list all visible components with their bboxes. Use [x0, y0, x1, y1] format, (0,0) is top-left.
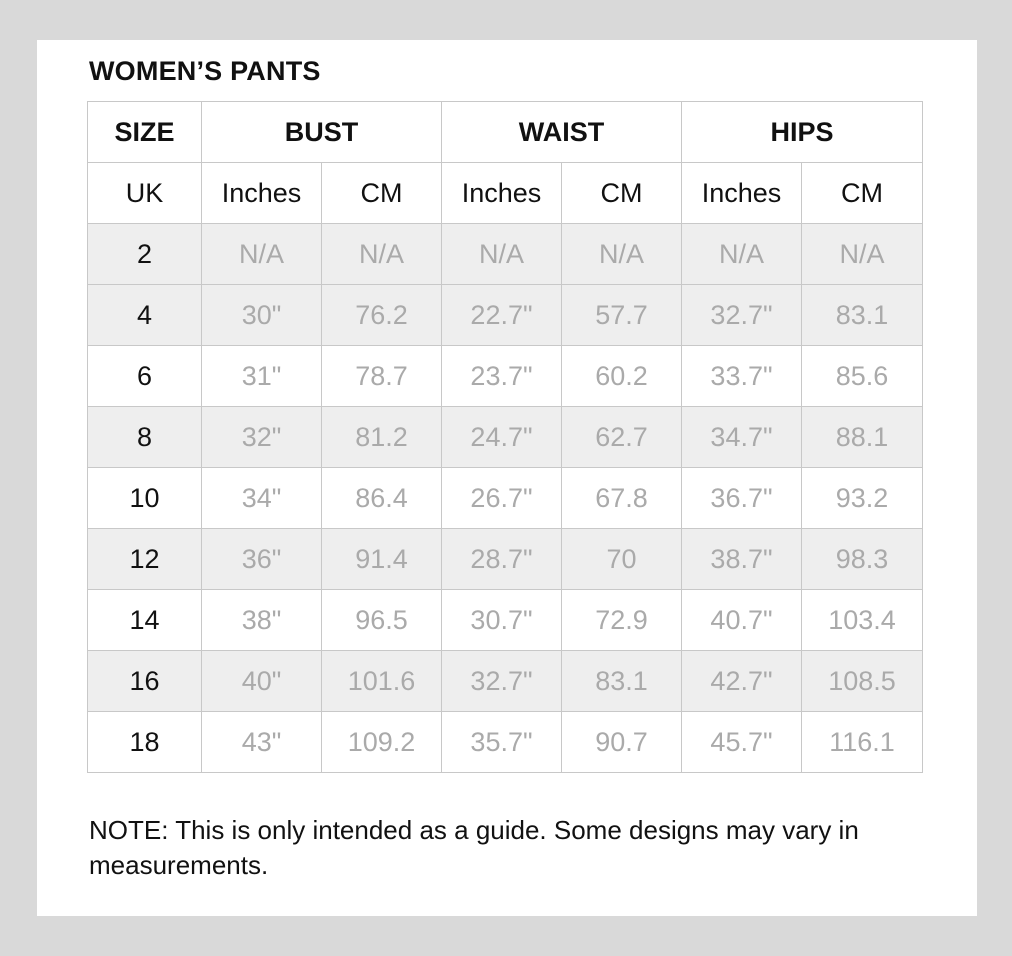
header-waist: WAIST: [442, 102, 682, 163]
size-cell: 8: [88, 407, 202, 468]
bust-cm-cell: 81.2: [322, 407, 442, 468]
waist-cm-cell: N/A: [562, 224, 682, 285]
subheader-bust-inches: Inches: [202, 163, 322, 224]
table-row: [88, 651, 923, 712]
waist-inches-cell: N/A: [442, 224, 562, 285]
waist-cm-cell: 83.1: [562, 651, 682, 712]
hips-inches-cell: 45.7": [682, 712, 802, 773]
table-row: [88, 529, 923, 590]
size-cell: 12: [88, 529, 202, 590]
bust-cm-cell: 91.4: [322, 529, 442, 590]
size-cell: 18: [88, 712, 202, 773]
size-cell: 16: [88, 651, 202, 712]
bust-inches-cell: 31": [202, 346, 322, 407]
bust-cm-cell: 101.6: [322, 651, 442, 712]
hips-inches-cell: 34.7": [682, 407, 802, 468]
size-chart-card: [37, 40, 977, 916]
size-cell: 2: [88, 224, 202, 285]
waist-cm-cell: 57.7: [562, 285, 682, 346]
hips-cm-cell: 83.1: [802, 285, 923, 346]
bust-inches-cell: N/A: [202, 224, 322, 285]
bust-cm-cell: N/A: [322, 224, 442, 285]
size-cell: 14: [88, 590, 202, 651]
hips-cm-cell: 103.4: [802, 590, 923, 651]
subheader-hips-cm: CM: [802, 163, 923, 224]
hips-inches-cell: 40.7": [682, 590, 802, 651]
subheader-uk: UK: [88, 163, 202, 224]
header-hips: HIPS: [682, 102, 923, 163]
hips-inches-cell: 36.7": [682, 468, 802, 529]
waist-cm-cell: 70: [562, 529, 682, 590]
hips-cm-cell: 85.6: [802, 346, 923, 407]
waist-cm-cell: 90.7: [562, 712, 682, 773]
hips-cm-cell: 108.5: [802, 651, 923, 712]
table-row: [88, 285, 923, 346]
bust-cm-cell: 86.4: [322, 468, 442, 529]
header-bust: BUST: [202, 102, 442, 163]
table-row: [88, 407, 923, 468]
size-cell: 6: [88, 346, 202, 407]
subheader-bust-cm: CM: [322, 163, 442, 224]
subheader-hips-inches: Inches: [682, 163, 802, 224]
subheader-waist-inches: Inches: [442, 163, 562, 224]
table-row: [88, 346, 923, 407]
bust-inches-cell: 38": [202, 590, 322, 651]
disclaimer-note: NOTE: This is only intended as a guide. Some designs may vary in measurements.: [89, 815, 859, 880]
size-cell: 4: [88, 285, 202, 346]
waist-inches-cell: 32.7": [442, 651, 562, 712]
hips-inches-cell: N/A: [682, 224, 802, 285]
size-cell: 10: [88, 468, 202, 529]
waist-cm-cell: 72.9: [562, 590, 682, 651]
hips-cm-cell: 88.1: [802, 407, 923, 468]
hips-inches-cell: 38.7": [682, 529, 802, 590]
bust-cm-cell: 78.7: [322, 346, 442, 407]
hips-cm-cell: N/A: [802, 224, 923, 285]
size-table: [87, 101, 923, 773]
waist-inches-cell: 30.7": [442, 590, 562, 651]
bust-cm-cell: 76.2: [322, 285, 442, 346]
chart-title: WOMEN’S PANTS: [89, 56, 321, 86]
table-row: [88, 590, 923, 651]
hips-inches-cell: 33.7": [682, 346, 802, 407]
waist-inches-cell: 35.7": [442, 712, 562, 773]
hips-inches-cell: 42.7": [682, 651, 802, 712]
waist-inches-cell: 22.7": [442, 285, 562, 346]
waist-inches-cell: 24.7": [442, 407, 562, 468]
table-row: [88, 712, 923, 773]
bust-inches-cell: 34": [202, 468, 322, 529]
table-row: [88, 224, 923, 285]
waist-cm-cell: 62.7: [562, 407, 682, 468]
hips-cm-cell: 98.3: [802, 529, 923, 590]
bust-inches-cell: 30": [202, 285, 322, 346]
waist-inches-cell: 26.7": [442, 468, 562, 529]
hips-cm-cell: 116.1: [802, 712, 923, 773]
bust-inches-cell: 32": [202, 407, 322, 468]
waist-inches-cell: 28.7": [442, 529, 562, 590]
waist-cm-cell: 67.8: [562, 468, 682, 529]
subheader-row: [88, 163, 923, 224]
bust-inches-cell: 36": [202, 529, 322, 590]
subheader-waist-cm: CM: [562, 163, 682, 224]
bust-cm-cell: 96.5: [322, 590, 442, 651]
bust-inches-cell: 40": [202, 651, 322, 712]
header-size: SIZE: [88, 102, 202, 163]
bust-inches-cell: 43": [202, 712, 322, 773]
table-row: [88, 468, 923, 529]
hips-inches-cell: 32.7": [682, 285, 802, 346]
hips-cm-cell: 93.2: [802, 468, 923, 529]
waist-inches-cell: 23.7": [442, 346, 562, 407]
bust-cm-cell: 109.2: [322, 712, 442, 773]
waist-cm-cell: 60.2: [562, 346, 682, 407]
header-row: [88, 102, 923, 163]
